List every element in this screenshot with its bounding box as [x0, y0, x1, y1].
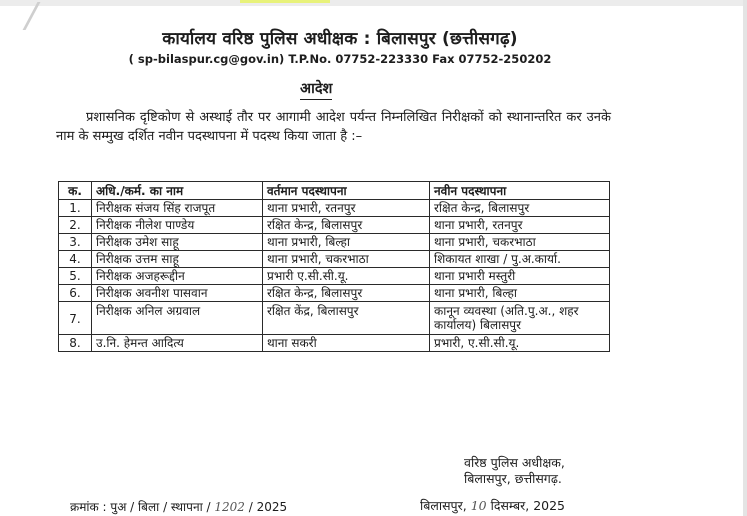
cell-number: 6.	[59, 285, 92, 302]
table-row	[59, 335, 610, 352]
cell-name: उ.नि. हेमन्त आदित्य	[92, 335, 263, 352]
cell-number: 4.	[59, 251, 92, 268]
reference-year: / 2025	[248, 500, 288, 514]
col-header-name: अधि./कर्म. का नाम	[92, 182, 263, 200]
top-strip	[0, 0, 747, 6]
table-row	[59, 200, 610, 217]
cell-current-posting: प्रभारी ए.सी.सी.यू.	[263, 268, 430, 285]
page-edge	[743, 0, 747, 516]
table-header-row	[59, 182, 610, 200]
signature-block	[464, 455, 565, 487]
reference-handwritten-number: 1202	[214, 500, 245, 514]
cell-name: निरीक्षक उमेश साहू	[92, 234, 263, 251]
cell-new-posting: शिकायत शाखा / पु.अ.कार्या.	[430, 251, 610, 268]
table-row	[59, 234, 610, 251]
cell-name: निरीक्षक उत्तम साहू	[92, 251, 263, 268]
contact-line: ( sp-bilaspur.cg@gov.in) T.P.No. 07752-223330 Fax 07752-250202	[128, 52, 552, 66]
cell-current-posting: थाना सकरी	[263, 335, 430, 352]
cell-name: निरीक्षक अवनीश पासवान	[92, 285, 263, 302]
office-title: कार्यालय वरिष्ठ पुलिस अधीक्षक : बिलासपुर (छत्तीसगढ़)	[162, 29, 518, 49]
cell-name: निरीक्षक नीलेश पाण्डेय	[92, 217, 263, 234]
cell-new-posting: रक्षित केन्द्र, बिलासपुर	[430, 200, 610, 217]
col-header-number: क.	[59, 182, 92, 200]
highlight-mark	[240, 0, 330, 3]
cell-current-posting: रक्षित केन्द्र, बिलासपुर	[263, 217, 430, 234]
cell-new-posting: थाना प्रभारी, बिल्हा	[430, 285, 610, 302]
cell-current-posting: रक्षित केन्द्र, बिलासपुर	[263, 285, 430, 302]
cell-new-posting: थाना प्रभारी, चकरभाठा	[430, 234, 610, 251]
cell-new-posting: थाना प्रभारी, रतनपुर	[430, 217, 610, 234]
cell-name: निरीक्षक संजय सिंह राजपूत	[92, 200, 263, 217]
date-day: 10	[470, 498, 487, 513]
reference-prefix: क्रमांक : पुअ / बिला / स्थापना /	[70, 500, 211, 514]
table-row	[59, 302, 610, 335]
place-date	[420, 497, 565, 514]
cell-number: 7.	[59, 302, 92, 335]
cell-new-posting-text: कानून व्यवस्था (अति.पु.अ., शहर कार्यालय) बिलासपुर	[434, 304, 579, 332]
table-row	[59, 251, 610, 268]
cell-number: 8.	[59, 335, 92, 352]
order-body-text: प्रशासनिक दृष्टिकोण से अस्थाई तौर पर आगामी आदेश पर्यन्त निम्नलिखित निरीक्षकों को स्थानान्तरित कर उनके नाम के सम्मुख दर्शित नवीन पदस्थापना में पदस्थ किया जाता है :–	[56, 110, 611, 144]
cell-number: 5.	[59, 268, 92, 285]
order-body	[56, 108, 611, 146]
cell-current-posting: थाना प्रभारी, चकरभाठा	[263, 251, 430, 268]
corner-mark	[23, 2, 55, 30]
cell-current-posting: थाना प्रभारी, रतनपुर	[263, 200, 430, 217]
reference-number	[70, 498, 287, 515]
place-name: बिलासपुर,	[420, 498, 467, 513]
cell-number: 2.	[59, 217, 92, 234]
date-month-year: दिसम्बर, 2025	[490, 498, 566, 513]
table-row	[59, 285, 610, 302]
col-header-current: वर्तमान पदस्थापना	[263, 182, 430, 200]
cell-new-posting: थाना प्रभारी मस्तुरी	[430, 268, 610, 285]
cell-current-posting: रक्षित केंद्र, बिलासपुर	[263, 302, 430, 335]
signature-location: बिलासपुर, छत्तीसगढ़.	[464, 471, 562, 486]
cell-new-posting: प्रभारी, ए.सी.सी.यू.	[430, 335, 610, 352]
table-row	[59, 217, 610, 234]
cell-number: 1.	[59, 200, 92, 217]
cell-number: 3.	[59, 234, 92, 251]
cell-name: निरीक्षक अनिल अग्रवाल	[92, 302, 263, 335]
table-row	[59, 268, 610, 285]
cell-current-posting: थाना प्रभारी, बिल्हा	[263, 234, 430, 251]
col-header-new: नवीन पदस्थापना	[430, 182, 610, 200]
transfer-table	[58, 181, 610, 352]
signature-designation: वरिष्ठ पुलिस अधीक्षक,	[464, 455, 565, 470]
cell-new-posting	[430, 302, 610, 335]
order-heading: आदेश	[300, 78, 332, 100]
cell-name: निरीक्षक अजहरूद्दीन	[92, 268, 263, 285]
